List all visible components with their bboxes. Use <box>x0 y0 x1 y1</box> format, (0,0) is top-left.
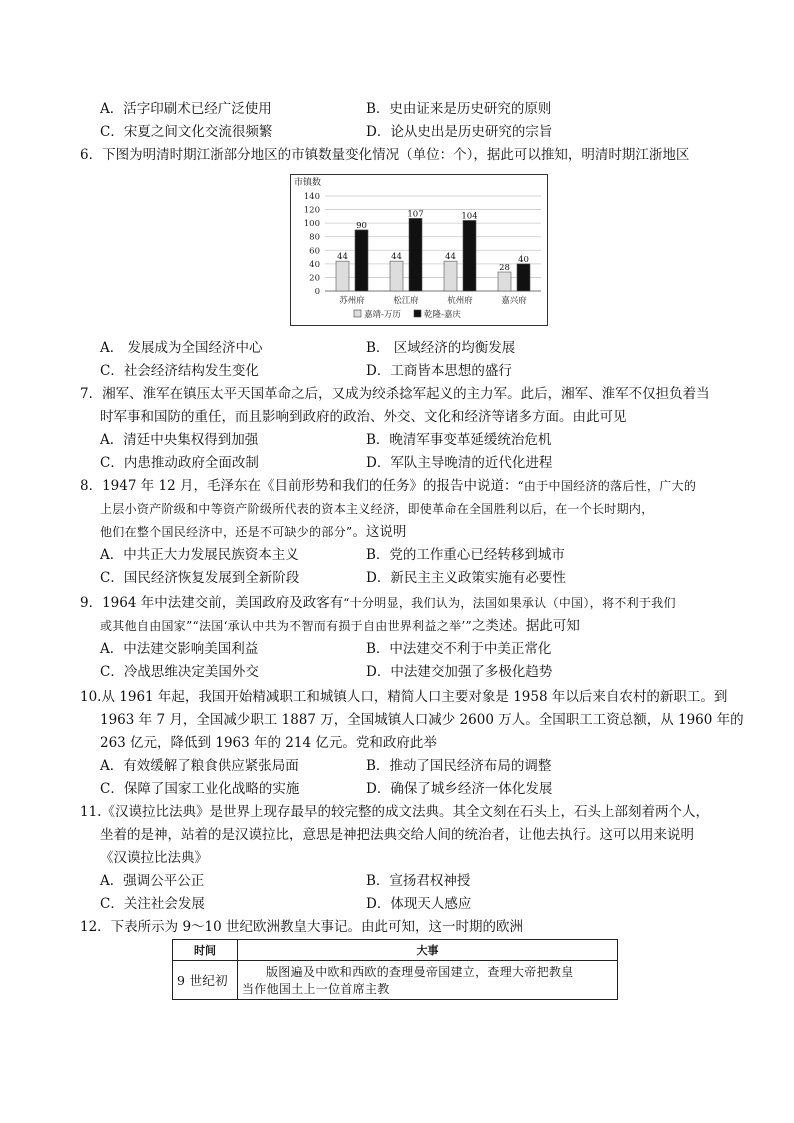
bar-value-label: 90 <box>356 220 367 231</box>
q5-option-a: A．活字印刷术已经广泛使用 <box>100 101 272 117</box>
y-tick-label: 20 <box>309 273 320 284</box>
x-tick-label: 松江府 <box>393 296 419 306</box>
x-tick-label: 嘉兴府 <box>501 296 527 306</box>
q8-quote-part3: 他们在整个国民经济中，还是不可缺少的部分” <box>100 525 353 539</box>
q9-option-b: B．中法建交不利于中美正常化 <box>366 641 552 657</box>
x-tick-label: 苏州府 <box>339 296 365 306</box>
y-tick-label: 40 <box>309 259 320 270</box>
q10-stem-line3: 263 亿元，降低到 1963 年的 214 亿元。党和政府此举 <box>100 735 437 751</box>
table-row <box>173 961 618 1000</box>
bar-value-label: 40 <box>518 254 529 265</box>
q9-stem-line2 <box>100 617 580 635</box>
legend-swatch <box>354 310 361 317</box>
q8-quote-part1: “由于中国经济的落后性，广大的 <box>517 479 697 493</box>
bar-value-label: 44 <box>445 252 456 263</box>
q11-stem-line1: 11.《汉谟拉比法典》是世界上现存最早的较完整的成文法典。其全文刻在石头上，石头上部刻着两个人， <box>80 804 709 820</box>
y-tick-label: 80 <box>309 232 320 243</box>
table-header-row <box>173 940 618 961</box>
bar-qianlong-jiaqing <box>409 218 422 291</box>
q10-option-a: A．有效缓解了粮食供应紧张局面 <box>100 758 299 774</box>
bar-value-label: 28 <box>499 263 510 273</box>
q6-stem: 6．下图为明清时期江浙部分地区的市镇数量变化情况（单位：个），据此可以推知，明清时期江浙地区 <box>80 147 690 163</box>
q9-quote-part1: “十分明显，我们认为，法国如果承认（中国），将不利于我们 <box>343 596 676 610</box>
q11-option-c: C．关注社会发展 <box>100 896 205 912</box>
q9-stem-line1 <box>80 594 676 612</box>
q8-stem-line1-text: 8．1947 年 12 月，毛泽东在《目前形势和我们的任务》的报告中说道： <box>80 478 518 494</box>
q11-option-d: D．体现天人感应 <box>366 896 472 912</box>
y-tick-label: 60 <box>309 246 320 257</box>
q9-stem-line1-text: 9．1964 年中法建交前，美国政府及政客有 <box>80 595 344 611</box>
q10-stem-line1: 10.从 1961 年起，我国开始精减职工和城镇人口，精简人口主要对象是 1958 年以后来自农村的新职工。到 <box>80 689 728 705</box>
bar-jiajing-wanli <box>390 261 403 291</box>
q11-option-a: A．强调公平公正 <box>100 873 205 889</box>
y-tick-label: 140 <box>303 192 320 202</box>
q8-option-b: B．党的工作重心已经转移到城市 <box>366 547 565 563</box>
table-header-time: 时间 <box>173 940 238 961</box>
table-cell-event <box>238 961 618 1000</box>
legend-swatch <box>414 310 421 317</box>
q11-stem-line3: 《汉谟拉比法典》 <box>100 850 208 866</box>
q8-quote-part2: 上层小资产阶级和中等资产阶级所代表的资本主义经济，即使革命在全国胜利以后，在一个长时期内， <box>100 502 654 516</box>
market-town-bar-chart <box>290 174 548 326</box>
q7-option-a: A．清廷中央集权得到加强 <box>100 432 259 448</box>
y-axis-title: 市镇数 <box>294 178 322 188</box>
legend-label: 乾隆-嘉庆 <box>424 310 461 320</box>
q7-option-d: D．军队主导晚清的近代化进程 <box>366 455 553 471</box>
q9-stem-end: 之类述。据此可知 <box>471 618 580 634</box>
q6-option-a: A． 发展成为全国经济中心 <box>100 340 263 356</box>
q10-option-d: D．确保了城乡经济一体化发展 <box>366 781 553 797</box>
q5-option-d: D．论从史出是历史研究的宗旨 <box>366 124 553 140</box>
q6-option-b: B． 区域经济的均衡发展 <box>366 340 516 356</box>
q5-option-b: B．史由证来是历史研究的原则 <box>366 101 552 117</box>
table-cell-time: 9 世纪初 <box>173 961 238 1000</box>
chart-svg <box>291 175 547 325</box>
bar-value-label: 44 <box>391 252 402 263</box>
bar-value-label: 107 <box>407 209 424 220</box>
q7-option-b: B．晚清军事变革延缓统治危机 <box>366 432 552 448</box>
q7-stem-line2: 时军事和国防的重任，而且影响到政府的政治、外交、文化和经济等诸多方面。由此可见 <box>100 409 627 425</box>
q11-option-b: B．宣扬君权神授 <box>366 873 471 889</box>
q8-stem-line1 <box>80 477 696 495</box>
q8-stem-end: 。这说明 <box>352 524 407 540</box>
table-cell-event-line2: 当作他国土上一位首席主教 <box>242 982 390 996</box>
y-tick-label: 0 <box>314 287 320 297</box>
bar-qianlong-jiaqing <box>517 264 530 291</box>
q5-option-c: C．宋夏之间文化交流很频繁 <box>100 124 273 140</box>
q8-option-c: C．国民经济恢复发展到全新阶段 <box>100 570 300 586</box>
q10-option-b: B．推动了国民经济布局的调整 <box>366 758 552 774</box>
q9-option-c: C．冷战思维决定美国外交 <box>100 664 259 680</box>
bar-jiajing-wanli <box>336 261 349 291</box>
q7-stem-line1: 7．湘军、淮军在镇压太平天国革命之后，又成为绞杀捻军起义的主力军。此后，湘军、淮军不仅担负着当 <box>80 386 710 402</box>
pope-events-table <box>172 939 618 1000</box>
bar-jiajing-wanli <box>444 261 457 291</box>
bar-qianlong-jiaqing <box>355 230 368 291</box>
q10-option-c: C．保障了国家工业化战略的实施 <box>100 781 300 797</box>
table-cell-event-line1: 版图遍及中欧和西欧的查理曼帝国建立，查理大帝把教皇 <box>266 965 574 979</box>
q10-stem-line2: 1963 年 7 月，全国减少职工 1887 万，全国城镇人口减少 2600 万人。全国职工工资总额，从 1960 年的 <box>100 712 744 728</box>
q6-option-c: C．社会经济结构发生变化 <box>100 363 259 379</box>
q11-stem-line2: 坐着的是神，站着的是汉谟拉比，意思是神把法典交给人间的统治者，让他去执行。这可以用来说明 <box>100 827 694 843</box>
x-tick-label: 杭州府 <box>447 296 473 306</box>
y-tick-label: 100 <box>303 219 320 230</box>
q6-option-d: D．工商皆本思想的盛行 <box>366 363 512 379</box>
q9-option-a: A．中法建交影响美国利益 <box>100 641 259 657</box>
q8-stem-line3 <box>100 523 406 541</box>
bar-value-label: 104 <box>461 211 478 222</box>
q7-option-c: C．内患推动政府全面改制 <box>100 455 259 471</box>
y-tick-label: 120 <box>303 205 320 216</box>
q9-option-d: D．中法建交加强了多极化趋势 <box>366 664 553 680</box>
q12-stem: 12．下表所示为 9～10 世纪欧洲教皇大事记。由此可知，这一时期的欧洲 <box>80 919 524 935</box>
q8-option-a: A．中共正大力发展民族资本主义 <box>100 547 299 563</box>
legend-label: 嘉靖-万历 <box>364 310 401 320</box>
bar-jiajing-wanli <box>498 272 511 291</box>
q9-quote-part2: 或其他自由国家”“法国‘承认中共为不智而有损于自由世界利益之举’” <box>100 619 472 633</box>
table-header-event: 大事 <box>238 940 618 961</box>
q8-option-d: D．新民主主义政策实施有必要性 <box>366 570 566 586</box>
bar-value-label: 44 <box>337 252 348 263</box>
bar-qianlong-jiaqing <box>463 220 476 291</box>
